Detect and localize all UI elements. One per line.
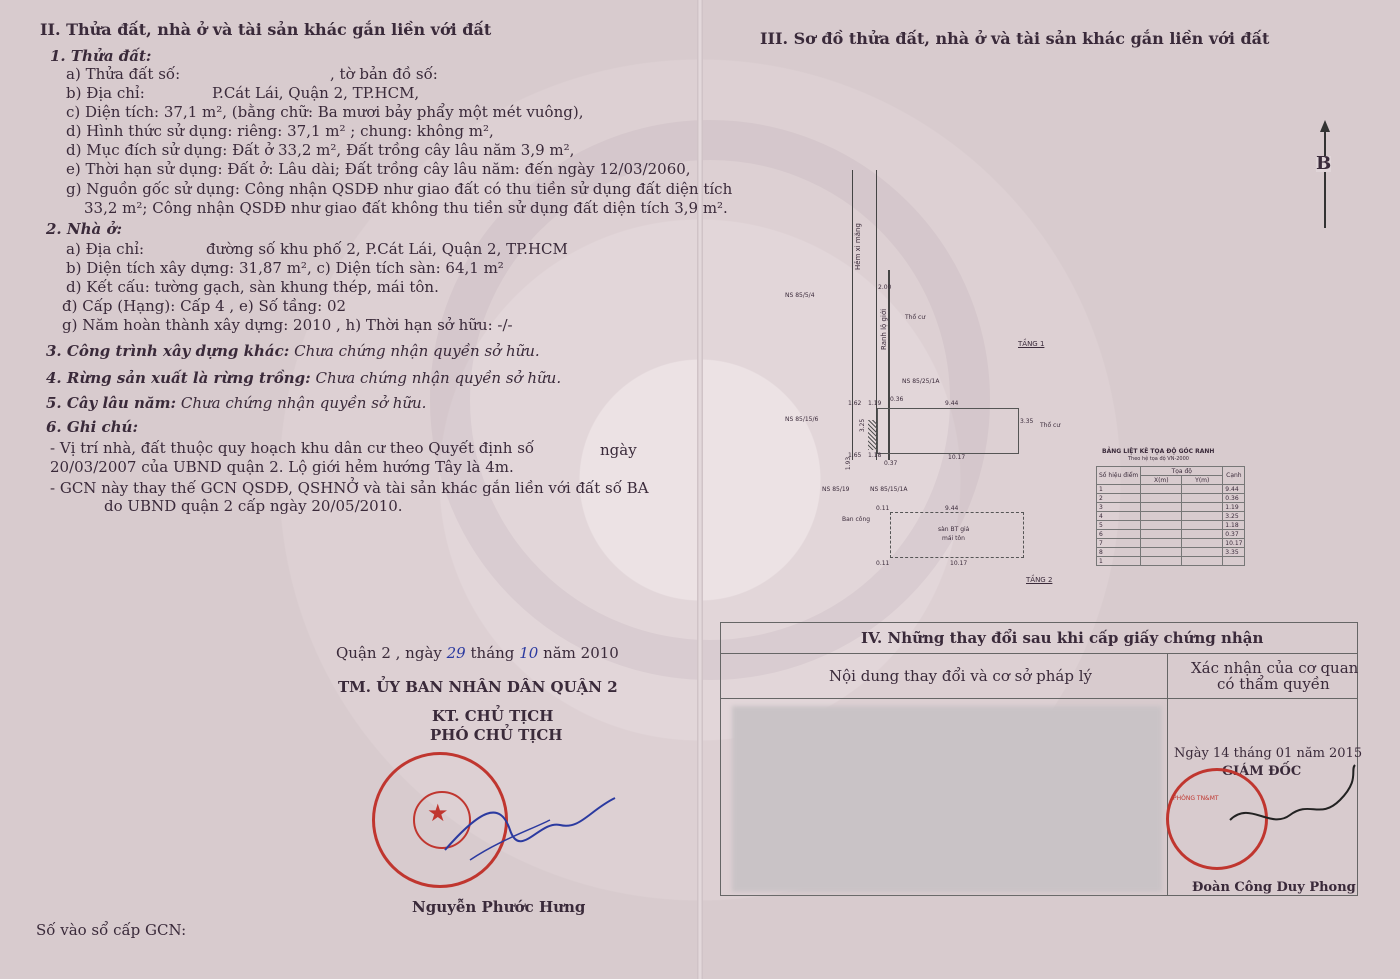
perennial-line: 5. Cây lâu năm: Chưa chứng nhận quyền sở hữu. bbox=[46, 394, 427, 412]
north-arrow-icon bbox=[1318, 120, 1332, 230]
note-line-4: do UBND quận 2 cấp ngày 20/05/2010. bbox=[104, 497, 403, 515]
dim-3-25: 3.25 bbox=[859, 418, 867, 433]
neighbor-85-5-4: NS 85/5/4 bbox=[785, 292, 815, 299]
structure-line: d) Kết cấu: tường gạch, sàn khung thép, mái tôn. bbox=[66, 278, 439, 296]
neighbor-85-15-6: NS 85/15/6 bbox=[785, 416, 819, 423]
table-row: 1 bbox=[1097, 557, 1245, 566]
balcony-label: Ban công bbox=[842, 516, 871, 523]
column-divider bbox=[1167, 654, 1168, 895]
col-y: Y(m) bbox=[1182, 476, 1223, 485]
boundary-label: Ranh lộ giới bbox=[880, 308, 888, 350]
hatched-area bbox=[868, 420, 877, 450]
section-2-title: II. Thửa đất, nhà ở và tài sản khác gắn liền với đất bbox=[40, 20, 492, 39]
signer-name-left: Nguyễn Phước Hưng bbox=[412, 898, 586, 916]
table-row: 3 1.19 bbox=[1097, 503, 1245, 512]
dim-0-11-b: 0.11 bbox=[876, 560, 890, 567]
land-type-1: Thổ cư bbox=[905, 314, 926, 321]
dim-0-37: 0.37 bbox=[884, 460, 898, 467]
star-icon: ★ bbox=[427, 799, 449, 827]
coord-table-title: BẢNG LIỆT KÊ TỌA ĐỘ GÓC RANH bbox=[1102, 448, 1215, 455]
col-edge: Cạnh bbox=[1223, 467, 1245, 485]
dim-9-44-b: 9.44 bbox=[945, 505, 959, 512]
redacted-content bbox=[732, 706, 1162, 892]
signature-left bbox=[440, 790, 620, 870]
section-3-title: III. Sơ đồ thửa đất, nhà ở và tài sản khác gắn liền với đất bbox=[760, 29, 1270, 48]
address-label: b) Địa chỉ: bbox=[66, 84, 145, 102]
dim-1-62: 1.62 bbox=[848, 400, 862, 407]
page-fold bbox=[697, 0, 703, 979]
confirm-date: Ngày 14 tháng 01 năm 2015 bbox=[1174, 746, 1363, 761]
changes-columns bbox=[721, 654, 1357, 699]
floor-1-outline bbox=[877, 408, 1019, 454]
signature-right bbox=[1220, 760, 1360, 840]
floor-1-label: TẦNG 1 bbox=[1018, 340, 1045, 348]
origin-line-1: g) Nguồn gốc sử dụng: Công nhận QSDĐ như giao đất có thu tiền sử dụng đất diện tích bbox=[66, 180, 733, 198]
plot-number-label: a) Thửa đất số: bbox=[66, 65, 181, 83]
coord-table-subtitle: Theo hệ tọa độ VN-2000 bbox=[1128, 456, 1189, 462]
use-purpose-line: d) Mục đích sử dụng: Đất ở 33,2 m², Đất trồng cây lâu năm 3,9 m², bbox=[66, 141, 575, 159]
house-address-label: a) Địa chỉ: bbox=[66, 240, 145, 258]
table-row: 5 1.18 bbox=[1097, 521, 1245, 530]
dim-3-35: 3.35 bbox=[1020, 418, 1034, 425]
col-change-content: Nội dung thay đổi và cơ sở pháp lý bbox=[829, 667, 1092, 685]
land-plot-heading: 1. Thửa đất: bbox=[50, 47, 152, 65]
dim-2-00: 2.00 bbox=[878, 284, 892, 291]
house-address-value: đường số khu phố 2, P.Cát Lái, Quận 2, TP.HCM bbox=[206, 240, 568, 258]
neighbor-85-25-1a: NS 85/25/1A bbox=[902, 378, 940, 385]
issue-date: Quận 2 , ngày 29 tháng 10 năm 2010 bbox=[336, 644, 619, 662]
stamp-right-text: PHÒNG TN&MT bbox=[1173, 795, 1219, 802]
kt-title: KT. CHỦ TỊCH bbox=[432, 707, 554, 725]
forest-line: 4. Rừng sản xuất là rừng trồng: Chưa chứng nhận quyền sở hữu. bbox=[46, 369, 562, 387]
signer-name-right: Đoàn Công Duy Phong bbox=[1192, 880, 1356, 895]
note-line-3: - GCN này thay thế GCN QSDĐ, QSHNỞ và tài sản khác gắn liền với đất số BA bbox=[50, 479, 649, 497]
col-point: Số hiệu điểm bbox=[1097, 467, 1141, 485]
map-sheet-label: , tờ bản đồ số: bbox=[330, 65, 438, 83]
table-row: 7 10.17 bbox=[1097, 539, 1245, 548]
house-heading: 2. Nhà ở: bbox=[46, 220, 122, 238]
dim-1-65: 1.65 bbox=[848, 452, 862, 459]
notes-heading: 6. Ghi chú: bbox=[46, 418, 138, 436]
use-term-line: e) Thời hạn sử dụng: Đất ở: Lâu dài; Đất trồng cây lâu năm: đến ngày 12/03/2060, bbox=[66, 160, 691, 178]
issuing-org: TM. ỦY BAN NHÂN DÂN QUẬN 2 bbox=[338, 678, 618, 696]
changes-header bbox=[721, 623, 1357, 654]
note-line-1-date: ngày bbox=[600, 441, 637, 459]
note-line-1: - Vị trí nhà, đất thuộc quy hoạch khu dân cư theo Quyết định số bbox=[50, 439, 535, 457]
director-title: GIÁM ĐỐC bbox=[1222, 764, 1302, 779]
table-row: 1 9.44 bbox=[1097, 485, 1245, 494]
coordinate-table bbox=[1096, 466, 1245, 566]
area-line: c) Diện tích: 37,1 m², (bằng chữ: Ba mươi bảy phẩy một mét vuông), bbox=[66, 103, 584, 121]
table-row: 8 3.35 bbox=[1097, 548, 1245, 557]
dim-1-18: 1.18 bbox=[868, 452, 882, 459]
road-label: Hẻm xi măng bbox=[854, 223, 862, 270]
dim-0-11-a: 0.11 bbox=[876, 505, 890, 512]
table-row: 6 0.37 bbox=[1097, 530, 1245, 539]
section-4-title: IV. Những thay đổi sau khi cấp giấy chứng nhận bbox=[861, 629, 1264, 647]
register-number-label: Số vào sổ cấp GCN: bbox=[36, 921, 187, 939]
grade-line: đ) Cấp (Hạng): Cấp 4 , e) Số tầng: 02 bbox=[62, 297, 347, 315]
col-coord-group: Tọa độ bbox=[1141, 467, 1223, 476]
dim-10-17-b: 10.17 bbox=[950, 560, 968, 567]
roof-label: mái tôn bbox=[942, 535, 965, 542]
completion-line: g) Năm hoàn thành xây dựng: 2010 , h) Thời hạn sở hữu: -/- bbox=[62, 316, 513, 334]
dim-1-93: 1.93 bbox=[845, 456, 853, 471]
address-value: P.Cát Lái, Quận 2, TP.HCM, bbox=[212, 84, 420, 102]
other-works-line: 3. Công trình xây dựng khác: Chưa chứng nhận quyền sở hữu. bbox=[46, 342, 540, 360]
origin-line-2: 33,2 m²; Công nhận QSDĐ như giao đất không thu tiền sử dụng đất diện tích 3,9 m². bbox=[84, 199, 728, 217]
col-x: X(m) bbox=[1141, 476, 1182, 485]
note-line-2: 20/03/2007 của UBND quận 2. Lộ giới hẻm hướng Tây là 4m. bbox=[50, 458, 514, 476]
north-label: B bbox=[1316, 153, 1332, 174]
dim-0-36: 0.36 bbox=[890, 396, 904, 403]
dim-1-19: 1.19 bbox=[868, 400, 882, 407]
vice-chair-title: PHÓ CHỦ TỊCH bbox=[430, 726, 563, 744]
dim-10-17-a: 10.17 bbox=[948, 454, 966, 461]
floor-slab-label: sàn BT giả bbox=[938, 526, 970, 533]
table-row: 4 3.25 bbox=[1097, 512, 1245, 521]
land-type-2: Thổ cư bbox=[1040, 422, 1061, 429]
neighbor-85-15-1a: NS 85/15/1A bbox=[870, 486, 908, 493]
plot-diagram bbox=[780, 150, 1080, 600]
floor-2-label: TẦNG 2 bbox=[1026, 576, 1053, 584]
built-area-line: b) Diện tích xây dựng: 31,87 m², c) Diện tích sàn: 64,1 m² bbox=[66, 259, 504, 277]
use-form-line: d) Hình thức sử dụng: riêng: 37,1 m² ; chung: không m², bbox=[66, 122, 494, 140]
col-confirm-line1: Xác nhận của cơ quan bbox=[1191, 659, 1359, 677]
col-confirm-line2: có thẩm quyền bbox=[1217, 675, 1330, 693]
dim-9-44-a: 9.44 bbox=[945, 400, 959, 407]
table-row: 2 0.36 bbox=[1097, 494, 1245, 503]
neighbor-85-19: NS 85/19 bbox=[822, 486, 850, 493]
